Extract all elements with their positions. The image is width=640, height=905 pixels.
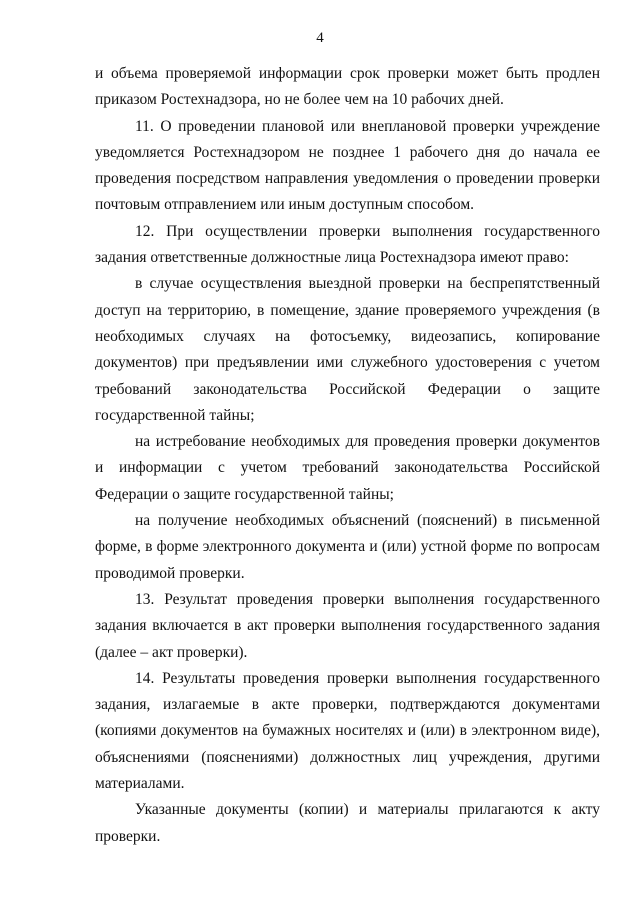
paragraph-14-attachments: Указанные документы (копии) и материалы прилагаются к акту проверки. <box>95 801 600 845</box>
paragraph-11: 11. О проведении плановой или внеплановой проверки учреждение уведомляется Ростехнадзором не позднее 1 рабочего дня до начала ее проведения посредством направления уведомления о проведении проверки почтовым отправлением или иным доступным способом. <box>95 117 600 214</box>
paragraph-continuation: и объема проверяемой информации срок проверки может быть продлен приказом Ростехнадзора, но не более чем на 10 рабочих дней. <box>95 65 600 109</box>
paragraph-14: 14. Результаты проведения проверки выполнения государственного задания, излагаемые в акте проверки, подтверждаются документами (копиями документов на бумажных носителях и (или) в электронном виде), объяснениями (пояснениями) должностных лиц учреждения, другими материалами. <box>95 669 600 793</box>
document-body <box>95 61 600 850</box>
paragraph-12-right-explanations: на получение необходимых объяснений (пояснений) в письменной форме, в форме электронного документа и (или) устной форме по вопросам проводимой проверки. <box>95 512 600 582</box>
paragraph-12: 12. При осуществлении проверки выполнения государственного задания ответственные должностные лица Ростехнадзора имеют право: <box>95 222 600 267</box>
paragraph-13: 13. Результат проведения проверки выполнения государственного задания включается в акт проверки выполнения государственного задания (далее – акт проверки). <box>95 590 600 661</box>
paragraph-12-right-access: в случае осуществления выездной проверки на беспрепятственный доступ на территорию, в помещение, здание проверяемого учреждения (в необходимых случаях на фотосъемку, видеозапись, копирование документов) при предъявлении ими служебного удостоверения с учетом требований законодательства Российской Федерации о защите государственной тайны; <box>95 275 600 424</box>
page-number: 4 <box>316 30 324 46</box>
paragraph-12-right-documents: на истребование необходимых для проведения проверки документов и информации с учетом требований законодательства Российской Федерации о защите государственной тайны; <box>95 433 600 503</box>
